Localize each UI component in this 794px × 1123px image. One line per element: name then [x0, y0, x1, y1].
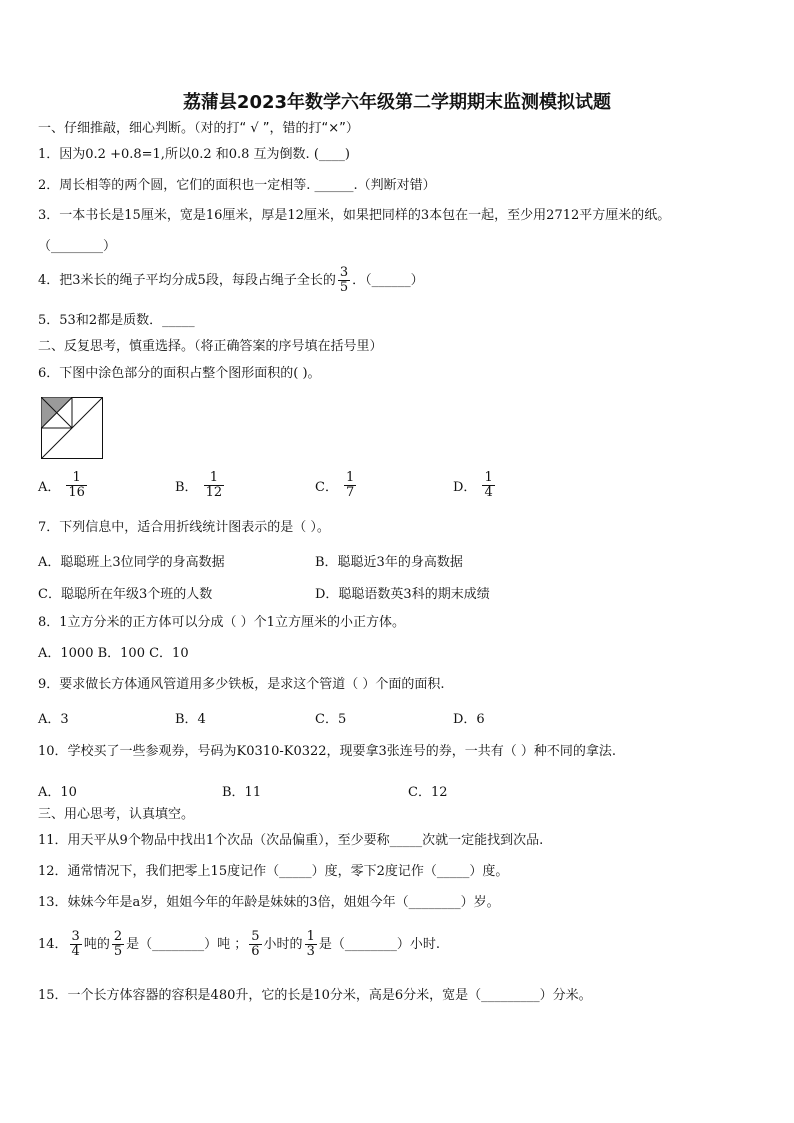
- section-heading-2: 二、反复思考，慎重选择。（将正确答案的序号填在括号里）: [38, 339, 383, 354]
- option-c[interactable]: C．12: [408, 785, 448, 800]
- denominator: 16: [68, 485, 85, 500]
- fraction: [305, 930, 317, 959]
- option-b[interactable]: B．11: [222, 785, 262, 800]
- numerator: 2: [113, 929, 123, 944]
- question-13: 13．妹妹今年是a岁，姐姐今年的年龄是妹妹的3倍，姐姐今年（________）岁。: [38, 895, 500, 910]
- denominator: 3: [306, 944, 315, 959]
- denominator: 12: [205, 485, 223, 500]
- option-a[interactable]: A．聪聪班上3位同学的身高数据: [38, 555, 225, 570]
- question-15: 15．一个长方体容器的容积是480升，它的长是10分米，高是6分米，宽是（_________）分米。: [38, 988, 592, 1003]
- numerator: 1: [306, 929, 315, 944]
- question-number: 14．: [38, 936, 68, 952]
- question-text: 是（________）小时.: [318, 936, 440, 952]
- denominator: 4: [71, 944, 80, 959]
- option-label: A．: [38, 480, 61, 495]
- option-label: D．: [453, 480, 477, 495]
- question-5: 5．53和2都是质数．_____: [38, 313, 195, 328]
- numerator: 1: [484, 470, 493, 485]
- option-b[interactable]: B．4: [175, 712, 206, 727]
- denominator: 6: [251, 944, 260, 959]
- question-text: 吨的: [83, 936, 110, 952]
- question-7: 7．下列信息中，适合用折线统计图表示的是（ ）。: [38, 520, 330, 535]
- option-c[interactable]: C．5: [315, 712, 347, 727]
- page-title: 荔蒲县2023年数学六年级第二学期期末监测模拟试题: [182, 92, 612, 113]
- section-heading-3: 三、用心思考，认真填空。: [38, 807, 195, 822]
- option-c[interactable]: C．聪聪所在年级3个班的人数: [38, 587, 213, 602]
- question-12: 12．通常情况下，我们把零上15度记作（_____）度，零下2度记作（_____）度。: [38, 864, 509, 879]
- question-8-options[interactable]: A．1000 B．100 C．10: [38, 646, 189, 661]
- option-a[interactable]: [38, 471, 89, 500]
- option-c[interactable]: [315, 471, 358, 500]
- fraction: [66, 471, 87, 500]
- fraction: [112, 930, 124, 959]
- option-a[interactable]: A．10: [38, 785, 77, 800]
- question-1: 1．因为0.2 +0.8=1,所以0.2 和0.8 互为倒数. (____): [38, 147, 350, 162]
- fraction: [204, 471, 225, 500]
- numerator: 3: [339, 265, 349, 280]
- denominator: 4: [484, 485, 493, 500]
- numerator: 1: [66, 471, 87, 486]
- section-heading-1: 一、仔细推敲，细心判断。（对的打“ √ ”，错的打“×”）: [38, 121, 359, 136]
- denominator: 5: [113, 944, 123, 959]
- option-d[interactable]: D．6: [453, 712, 485, 727]
- square-figure: [41, 397, 103, 459]
- numerator: 5: [251, 929, 260, 944]
- question-11: 11．用天平从9个物品中找出1个次品（次品偏重），至少要称_____次就一定能找到次品.: [38, 833, 544, 848]
- question-text: 是（________）吨 ；: [126, 936, 248, 952]
- option-d[interactable]: [453, 471, 497, 500]
- fraction: [344, 471, 356, 500]
- numerator: 3: [71, 929, 80, 944]
- option-d[interactable]: D．聪聪语数英3科的期末成绩: [315, 587, 490, 602]
- question-4-text: 4．把3米长的绳子平均分成5段，每段占绳子全长的: [38, 272, 336, 288]
- question-6: 6．下图中涂色部分的面积占整个图形面积的( )。: [38, 366, 321, 381]
- question-8: 8．1立方分米的正方体可以分成（ ）个1立方厘米的小正方体。: [38, 615, 405, 630]
- numerator: 1: [204, 471, 225, 486]
- denominator: 5: [339, 280, 349, 295]
- denominator: 7: [345, 485, 355, 500]
- option-label: B．: [175, 480, 198, 495]
- fraction: [338, 266, 350, 295]
- question-2: 2．周长相等的两个圆，它们的面积也一定相等. ______.（判断对错）: [38, 178, 436, 193]
- fraction: [70, 930, 82, 959]
- question-4: [38, 266, 424, 295]
- numerator: 1: [345, 470, 355, 485]
- fraction: [249, 930, 261, 959]
- fraction: [482, 471, 494, 500]
- question-9: 9．要求做长方体通风管道用多少铁板，是求这个管道（ ）个面的面积.: [38, 677, 445, 692]
- option-b[interactable]: [175, 471, 226, 500]
- question-text: 小时的: [263, 936, 303, 952]
- question-10: 10．学校买了一些参观券，号码为K0310-K0322，现要拿3张连号的券，一共有（ ）种不同的拿法.: [38, 744, 617, 759]
- option-b[interactable]: B．聪聪近3年的身高数据: [315, 555, 463, 570]
- question-3: 3．一本书长是15厘米，宽是16厘米，厚是12厘米，如果把同样的3本包在一起，至少用2712平方厘米的纸。: [38, 208, 671, 223]
- option-a[interactable]: A．3: [38, 712, 69, 727]
- option-label: C．: [315, 480, 338, 495]
- question-14: [38, 930, 440, 959]
- question-4-blank: ．（______）: [352, 272, 424, 288]
- question-3-blank: （________）: [38, 239, 117, 254]
